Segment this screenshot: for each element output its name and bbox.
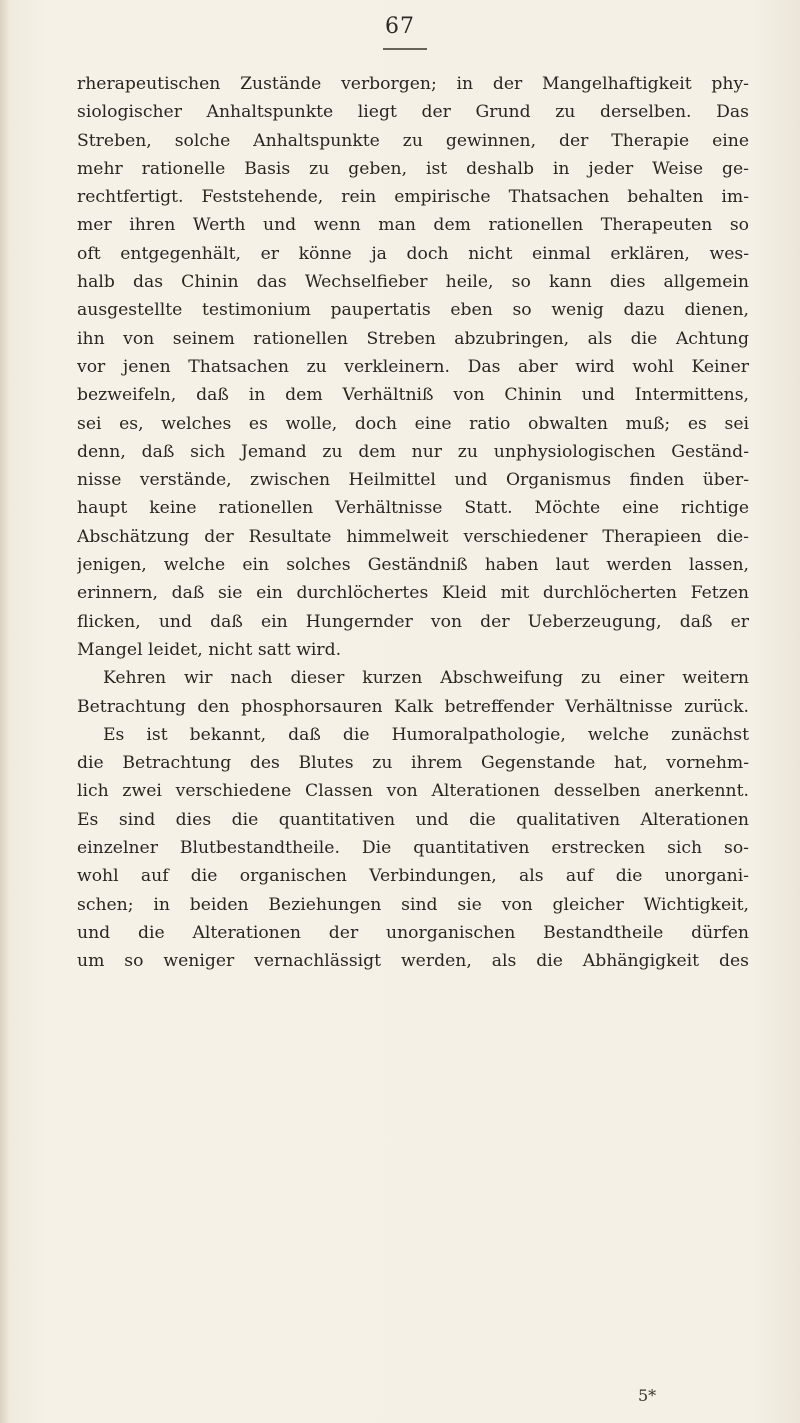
text-line: Es ist bekannt, daß die Humoralpathologie, welche zunächst [103, 724, 749, 745]
paragraph-1 [77, 70, 749, 664]
text-line: mer ihren Werth und wenn man dem rationellen Therapeuten so [77, 215, 749, 236]
text-line: wohl auf die organischen Verbindungen, als auf die unorgani- [77, 866, 749, 887]
text-line: erinnern, daß sie ein durchlöchertes Kleid mit durchlöcherten Fetzen [77, 583, 749, 604]
text-line: sei es, welches es wolle, doch eine ratio obwalten muß; es sei [77, 413, 749, 434]
text-line: schen; in beiden Beziehungen sind sie von gleicher Wichtigkeit, [77, 894, 749, 915]
text-line: mehr rationelle Basis zu geben, ist deshalb in jeder Weise ge- [77, 158, 749, 179]
text-line: oft entgegenhält, er könne ja doch nicht einmal erklären, wes- [77, 243, 749, 264]
text-line: Abschätzung der Resultate himmelweit verschiedener Therapieen die- [77, 526, 749, 547]
text-line: Mangel leidet, nicht satt wird. [77, 639, 342, 660]
paragraph-2 [77, 664, 749, 975]
text-line: nisse verstände, zwischen Heilmittel und Organismus finden über- [77, 470, 749, 491]
page-number-underline [383, 48, 427, 50]
text-line: rherapeutischen Zustände verborgen; in der Mangelhaftigkeit phy- [77, 74, 749, 94]
page-number: 67 [385, 14, 415, 39]
body-text [77, 70, 749, 976]
text-line: flicken, und daß ein Hungernder von der Ueberzeugung, daß er [77, 611, 749, 632]
text-line: Kehren wir nach dieser kurzen Abschweifung zu einer weitern [103, 668, 749, 689]
text-line: ausgestellte testimonium paupertatis eben so wenig dazu dienen, [77, 300, 749, 321]
text-line: die Betrachtung des Blutes zu ihrem Gegenstande hat, vornehm- [77, 753, 749, 774]
text-line: einzelner Blutbestandtheile. Die quantitativen erstrecken sich so- [77, 838, 749, 859]
text-line: bezweifeln, daß in dem Verhältniß von Chinin und Intermittens, [77, 385, 749, 406]
text-line: vor jenen Thatsachen zu verkleinern. Das aber wird wohl Keiner [77, 356, 749, 377]
binding-shadow [0, 0, 10, 1423]
text-line: ihn von seinem rationellen Streben abzubringen, als die Achtung [77, 328, 749, 349]
text-line: Es sind dies die quantitativen und die qualitativen Alterationen [77, 809, 749, 830]
text-line: Betrachtung den phosphorsauren Kalk betreffender Verhältnisse zurück. [77, 696, 749, 717]
text-line: lich zwei verschiedene Classen von Alterationen desselben anerkennt. [77, 781, 749, 802]
text-line: und die Alterationen der unorganischen Bestandtheile dürfen [77, 922, 749, 943]
signature-mark: 5* [638, 1386, 657, 1405]
text-line: Streben, solche Anhaltspunkte zu gewinnen, der Therapie eine [77, 130, 749, 151]
text-line: siologischer Anhaltspunkte liegt der Grund zu derselben. Das [77, 102, 749, 123]
text-line: rechtfertigt. Feststehende, rein empirische Thatsachen behalten im- [77, 187, 749, 208]
text-line: denn, daß sich Jemand zu dem nur zu unphysiologischen Geständ- [77, 441, 749, 462]
text-line: jenigen, welche ein solches Geständniß haben laut werden lassen, [77, 555, 749, 576]
text-line: halb das Chinin das Wechselfieber heile, so kann dies allgemein [77, 272, 749, 293]
text-line: haupt keine rationellen Verhältnisse Statt. Möchte eine richtige [77, 498, 749, 519]
text-line: um so weniger vernachlässigt werden, als die Abhängigkeit des [77, 951, 749, 972]
